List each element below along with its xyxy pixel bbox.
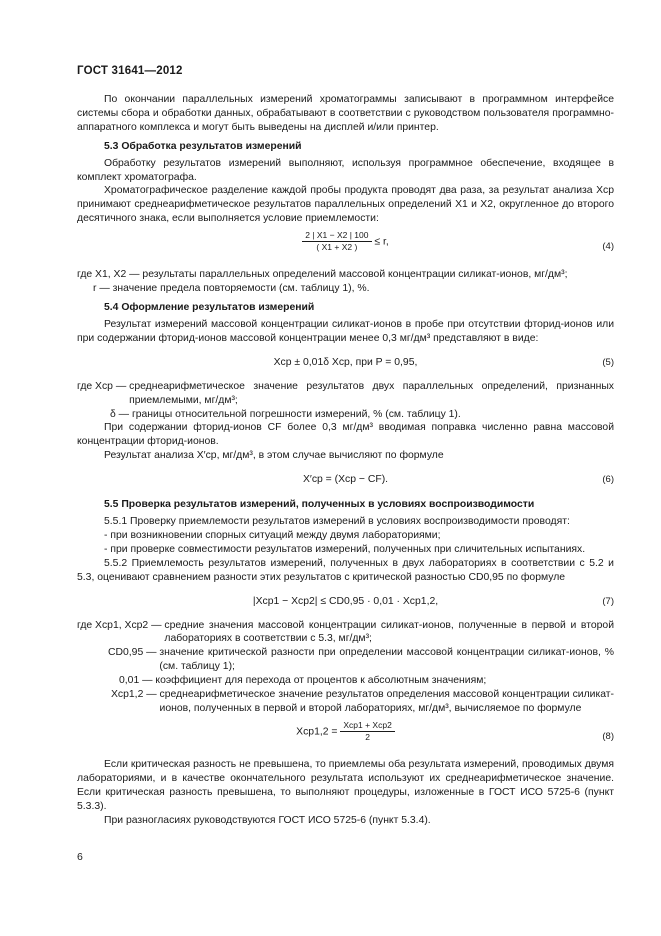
section-5-4-paragraph-3: Результат анализа X′ср, мг/дм³, в этом случае вычисляют по формуле: [104, 450, 444, 462]
section-5-3-paragraph-1: Обработку результатов измерений выполняют, используя программное обеспечение, входящее в комплект хроматографа.: [77, 157, 614, 183]
definition-description: границы относительной погрешности измерений, % (см. таблицу 1).: [131, 408, 461, 420]
list-item: - при возникновении спорных ситуаций между двумя лабораториями;: [104, 529, 441, 541]
definition-r: [77, 282, 614, 296]
definition-x1-x2: [77, 268, 614, 282]
definition-description: значение предела повторяемости (см. таблицу 1), %.: [112, 283, 370, 295]
definition-term: где Xср —: [77, 380, 127, 392]
section-5-3-paragraph-2: Хроматографическое разделение каждой пробы продукта проводят два раза, за результат анализа Xср принимают среднеарифметическое результатов параллельных определений X1 и X2, округленное до второго десятичного знака, если выполняется условие приемлемости:: [77, 185, 614, 225]
formula-5-number: (5): [602, 356, 614, 368]
formula-8-numerator: Xср1 + Xср2: [340, 720, 394, 732]
list-item: - при проверке совместимости результатов измерений, полученных при сличительных испытаниях.: [104, 543, 586, 555]
formula-8-denominator: 2: [365, 731, 370, 742]
definition-description: результаты параллельных определений массовой концентрации силикат-ионов, мг/дм³;: [142, 269, 568, 281]
section-5-3-title: 5.3 Обработка результатов измерений: [104, 140, 302, 152]
formula-4-rhs: ≤ r,: [374, 236, 389, 248]
definition-description: среднеарифметическое значение результатов определения массовой концентрации силикат-ионов, полученных в первой и второй лабораториях, мг/дм³, вычисляемое по формуле: [159, 689, 614, 714]
definition-term: 0,01 —: [119, 675, 153, 687]
conditions-list: [77, 529, 614, 557]
definition-cd: [77, 646, 614, 674]
definition-xcp1-xcp2: [77, 619, 614, 647]
definition-xcp: [77, 380, 614, 408]
formula-8: [77, 720, 614, 754]
definition-term: где X1, X2 —: [77, 269, 140, 281]
section-5-4-paragraph-2: При содержании фторид-ионов CF более 0,3 мг/дм³ вводимая поправка численно равна массовой концентрации фторид-ионов.: [77, 422, 614, 448]
formula-8-number: (8): [602, 730, 614, 742]
section-5-4-paragraph-1: Результат измерений массовой концентрации силикат-ионов в пробе при отсутствии фторид-ионов или при содержании фторид-ионов массовой концентрации менее 0,3 мг/дм³ представляют в виде:: [77, 318, 614, 344]
formula-7-expression: |Xср1 − Xср2| ≤ CD0,95 · 0,01 · Xср1,2,: [252, 595, 439, 607]
formula-6-number: (6): [602, 474, 614, 486]
definition-term: δ —: [110, 408, 130, 420]
intro-paragraph: По окончании параллельных измерений хроматограммы записывают в программном интерфейсе системы сбора и обработки данных, обрабатывают в соответствии с руководством пользователя программно-аппаратного комплекса и могут быть выведены на дисплей и/или принтер.: [77, 94, 614, 133]
formula-6-expression: X′ср = (Xср − CF).: [302, 474, 389, 486]
page-header: ГОСТ 31641—2012: [77, 65, 183, 77]
section-5-5-1-paragraph: 5.5.1 Проверку приемлемости результатов измерений в условиях воспроизводимости проводят:: [104, 516, 570, 528]
formula-7-number: (7): [602, 595, 614, 607]
formula-8-expression: [296, 720, 395, 743]
formula-4-number: (4): [602, 241, 614, 253]
section-5-5-paragraph-3: Если критическая разность не превышена, то приемлемы оба результата измерений, проводимых двумя лабораториями, и в качестве окончательного результата используют их среднеарифметическое значение. Если критическая разность превышена, то выполняют процедуры, изложенные в ГОСТ ИСО 5725-6 (пункт 5.3.3).: [77, 758, 614, 812]
section-5-5-2-paragraph: 5.5.2 Приемлемость результатов измерений, полученных в двух лабораториях в соответствии с 5.2 и 5.3, оценивают сравнением разности этих результатов с критической разностью CD0,95 по формуле: [77, 557, 614, 583]
definition-term: где Xср1, Xср2 —: [77, 619, 162, 631]
formula-4-denominator: ( X1 + X2 ): [316, 242, 358, 253]
page-content: [77, 93, 614, 827]
definition-description: значение критической разности при определении массовой концентрации силикат-ионов, % (см. таблицу 1);: [159, 647, 614, 673]
section-5-5-paragraph-4: При разногласиях руководствуются ГОСТ ИСО 5725-6 (пункт 5.3.4).: [104, 814, 431, 826]
formula-5: [77, 350, 614, 376]
definition-term: Xср1,2 —: [111, 689, 157, 701]
definition-description: среднеарифметическое значение результатов двух параллельных определений, признанных приемлемыми, мг/дм³;: [129, 380, 614, 406]
formula-7: [77, 589, 614, 615]
definition-term: CD0,95 —: [108, 647, 157, 659]
definition-xcp12: [77, 688, 614, 716]
section-5-4-title: 5.4 Оформление результатов измерений: [104, 301, 315, 313]
formula-6: [77, 467, 614, 493]
definition-coefficient: [77, 674, 614, 688]
page-number: 6: [77, 851, 83, 863]
formula-8-fraction: [340, 720, 394, 743]
formula-4-expression: [302, 230, 389, 253]
definition-description: коэффициент для перехода от процентов к абсолютным значениям;: [155, 675, 487, 687]
definition-term: r —: [93, 283, 110, 295]
definition-delta: [77, 408, 614, 422]
formula-8-lhs: Xср1,2 =: [296, 726, 338, 738]
section-5-5-title: 5.5 Проверка результатов измерений, полученных в условиях воспроизводимости: [104, 499, 535, 511]
formula-4: [77, 230, 614, 264]
formula-4-numerator: 2 | X1 − X2 | 100: [302, 230, 371, 242]
definition-description: средние значения массовой концентрации силикат-ионов, полученные в первой и второй лабораториях в соответствии с 5.3, мг/дм³;: [164, 619, 614, 645]
formula-4-fraction: [302, 230, 371, 253]
formula-5-expression: Xср ± 0,01δ Xср, при P = 0,95,: [273, 356, 418, 368]
